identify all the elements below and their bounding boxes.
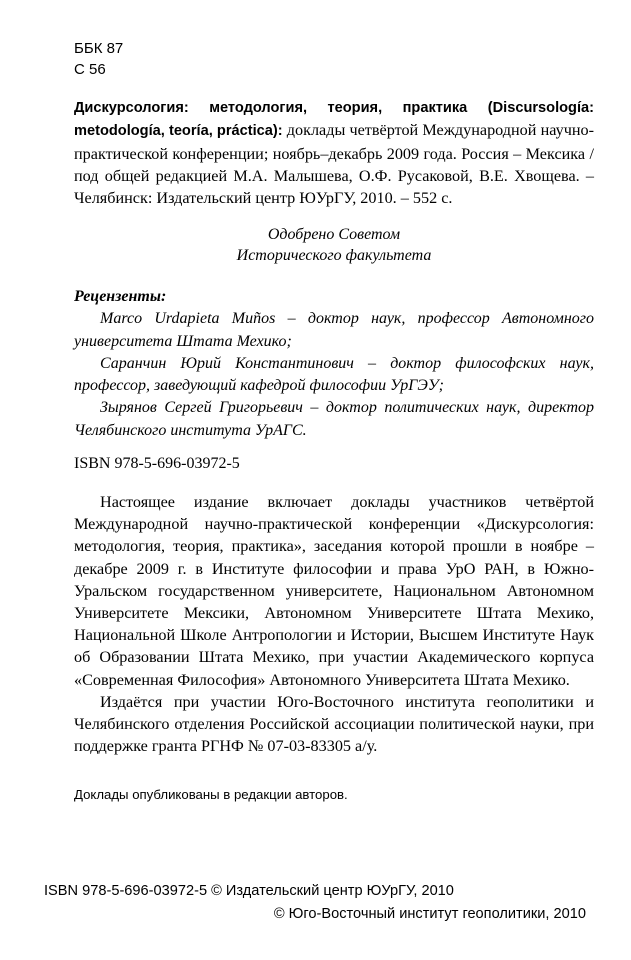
copyright-line-1: ISBN 978-5-696-03972-5 © Издательский центр ЮУрГУ, 2010: [44, 883, 454, 899]
annotation-paragraph: Издаётся при участии Юго-Восточного института геополитики и Челябинского отделения Российской ассоциации политической науки, при поддержке гранта РГНФ № 07-03-83305 а/у.: [74, 692, 594, 756]
reviewers-heading: Рецензенты:: [74, 288, 167, 305]
reviewer-item: Саранчин Юрий Константинович – доктор философских наук, профессор, заведующий кафедрой философии УрГЭУ;: [74, 354, 594, 395]
classification-codes: [74, 38, 594, 80]
approval-statement: [74, 224, 594, 266]
approval-line-2: Исторического факультета: [236, 247, 432, 264]
udc-code: С 56: [74, 61, 106, 78]
copyright-line-2: © Юго-Восточный институт геополитики, 2010: [273, 906, 586, 922]
bbk-code: ББК 87: [74, 40, 124, 57]
book-title: Дискурсология: методология, теория, практика (Discursología: metodología, teoría, práctica):: [74, 100, 594, 140]
approval-line-1: Одобрено Советом: [267, 226, 401, 243]
annotation-paragraph: Настоящее издание включает доклады участников четвёртой Международной научно-практической конференции «Дискурсология: методология, теория, практика», заседания которой прошли в ноябре – декабре 2009 г. в Институте философии и права УрО РАН, в Южно-Уральском государственном университете, Национальном Автономном Университете Мексики, Автономном Университете Штата Мехико, Национальной Школе Антропологии и Истории, Высшем Институте Наук об Образовании Штата Мехико, при участии Академического корпуса «Современная Философия» Автономного Университета Штата Мехико.: [74, 493, 594, 689]
annotation-text: [74, 491, 594, 757]
authors-edition-note: Доклады опубликованы в редакции авторов.: [74, 787, 348, 802]
isbn-line: ISBN 978-5-696-03972-5: [74, 455, 240, 472]
bibliographic-details: доклады четвёртой Международной научно-практической конференции; ноябрь–декабрь 2009 года. Россия – Мексика / под общей редакцией М.А. Малышева, О.Ф. Русаковой, В.Е. Хвощева. – Челябинск: Издательский центр ЮУрГУ, 2010. – 552 с.: [74, 121, 594, 208]
reviewer-item: Marco Urdapieta Muños – доктор наук, профессор Автономного университета Штата Мехико;: [74, 310, 594, 350]
reviewer-item: Зырянов Сергей Григорьевич – доктор политических наук, директор Челябинского института УрАГС.: [74, 399, 594, 439]
copyright-block: [44, 880, 604, 926]
reviewers-section: [74, 286, 594, 442]
bibliographic-record: [74, 96, 594, 209]
